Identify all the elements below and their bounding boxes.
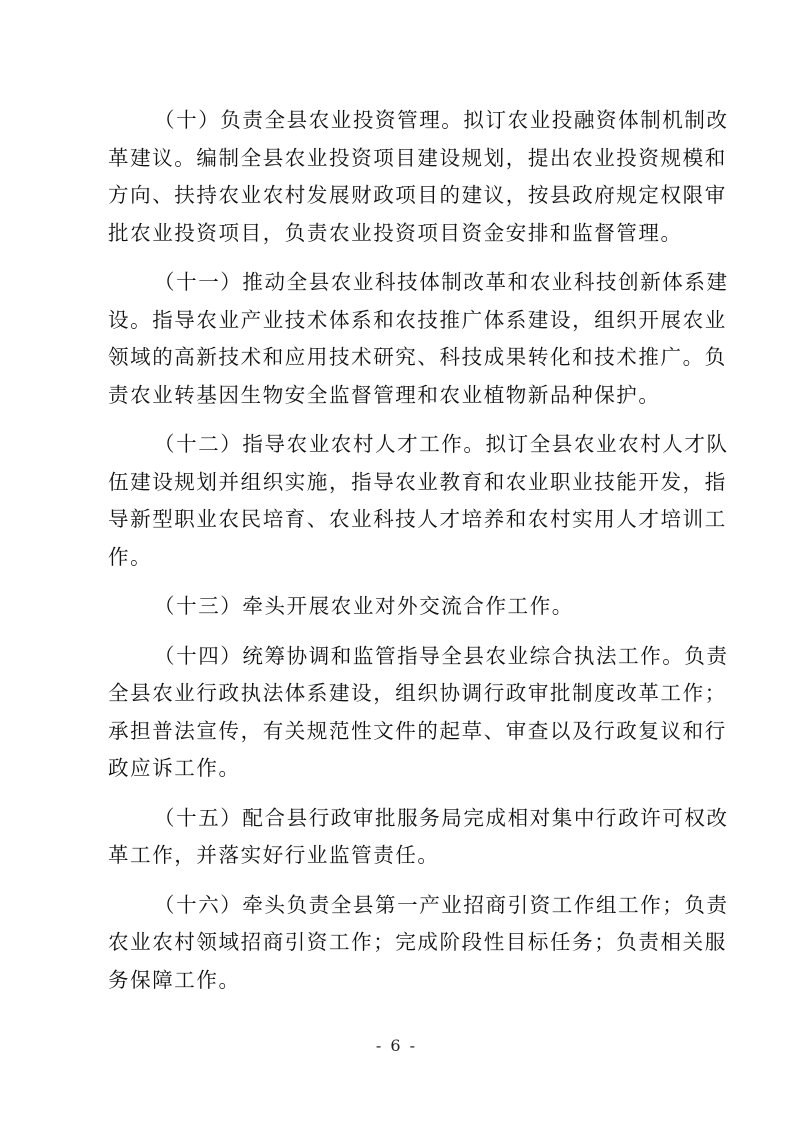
paragraph-line: 革建议。编制全县农业投资项目建设规划，提出农业投资规模和 [108, 145, 727, 170]
paragraph-line: 伍建设规划并组织实施，指导农业教育和农业职业技能开发，指 [108, 469, 727, 494]
paragraph-line: 政应诉工作。 [108, 756, 241, 780]
paragraph-line: 全县农业行政执法体系建设，组织协调行政审批制度改革工作； [108, 681, 727, 705]
paragraph-16 [108, 887, 729, 1000]
paragraph-line: （十五）配合县行政审批服务局完成相对集中行政许可权改 [154, 805, 729, 830]
paragraph-15 [108, 800, 729, 875]
paragraph-line: （十六）牵头负责全县第一产业招商引资工作组工作；负责 [154, 892, 729, 917]
paragraph-14 [108, 638, 729, 788]
paragraph-line: （十二）指导农业农村人才工作。拟订全县农业农村人才队 [154, 432, 729, 456]
paragraph-line: 务保障工作。 [108, 967, 241, 992]
paragraph-line: 农业农村领域招商引资工作；完成阶段性目标任务；负责相关服 [108, 930, 727, 954]
paragraph-line: （十一）推动全县农业科技体制改革和农业科技创新体系建 [154, 270, 729, 294]
paragraph-line: （十四）统筹协调和监管指导全县农业综合执法工作。负责 [154, 643, 729, 668]
paragraph-line: 作。 [108, 544, 153, 569]
paragraph-line: 导新型职业农民培育、农业科技人才培养和农村实用人才培训工 [108, 507, 727, 531]
paragraph-line: 承担普法宣传，有关规范性文件的起草、审查以及行政复议和行 [108, 718, 727, 743]
paragraph-11 [108, 264, 729, 414]
paragraph-line: 责农业转基因生物安全监督管理和农业植物新品种保护。 [108, 382, 661, 407]
paragraph-line: 批农业投资项目，负责农业投资项目资金安排和监督管理。 [108, 220, 683, 245]
paragraph-10 [108, 102, 729, 252]
page-number: - 6 - [375, 1036, 418, 1055]
paragraph-line: 设。指导农业产业技术体系和农技推广体系建设，组织开展农业 [108, 307, 727, 332]
paragraph-line: 方向、扶持农业农村发展财政项目的建议，按县政府规定权限审 [108, 183, 727, 207]
document-body [108, 102, 729, 1011]
paragraph-line: 革工作，并落实好行业监管责任。 [108, 843, 440, 867]
paragraph-line: （十三）牵头开展农业对外交流合作工作。 [154, 594, 574, 618]
paragraph-12 [108, 426, 729, 576]
paragraph-13 [108, 588, 696, 626]
paragraph-line: 领域的高新技术和应用技术研究、科技成果转化和技术推广。负 [108, 345, 727, 369]
paragraph-line: （十）负责全县农业投资管理。拟订农业投融资体制机制改 [154, 108, 729, 132]
